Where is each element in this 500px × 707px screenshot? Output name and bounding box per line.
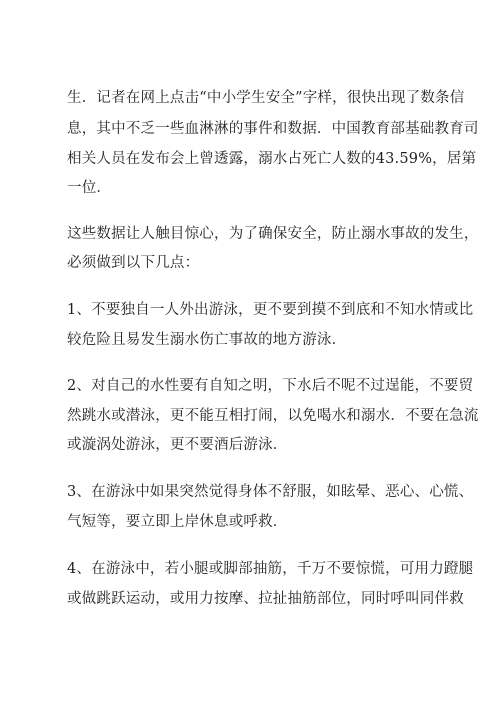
paragraph-3-line-2: 较危险且易发生溺水伤亡事故的地方游泳．: [67, 332, 347, 348]
paragraph-1-line-3: 相关人员在发布会上曾透露，溺水占死亡人数的43.59%，居第: [67, 151, 477, 167]
paragraph-4-line-3: 或漩涡处游泳，更不要酒后游泳．: [67, 437, 288, 453]
paragraph-2-line-1: 这些数据让人触目惊心，为了确保安全，防止溺水事故的发生，: [67, 226, 479, 242]
paragraph-6-line-1: 4、在游泳中，若小腿或脚部抽筋，千万不要惊慌，可用力蹬腿: [67, 561, 474, 577]
paragraph-5-line-2: 气短等，要立即上岸休息或呼救．: [67, 514, 288, 530]
paragraph-5-line-1: 3、在游泳中如果突然觉得身体不舒服，如眩晕、恶心、心慌、: [67, 484, 474, 500]
paragraph-1-line-4: 一位．: [67, 180, 112, 196]
paragraph-1-line-2: 息，其中不乏一些血淋淋的事件和数据．中国教育部基础教育司: [67, 121, 479, 137]
paragraph-4-line-2: 然跳水或潜泳，更不能互相打闹，以免喝水和溺水．不要在急流: [67, 408, 479, 424]
paragraph-4-line-1: 2、对自己的水性要有自知之明，下水后不呢不过逞能，不要贸: [67, 378, 474, 394]
paragraph-3-line-1: 1、不要独自一人外出游泳，更不要到摸不到底和不知水情或比: [67, 302, 474, 318]
paragraph-6-line-2: 或做跳跃运动，或用力按摩、拉扯抽筋部位，同时呼叫同伴救: [67, 591, 464, 607]
paragraph-1-line-1: 生．记者在网上点击“中小学生安全”字样，很快出现了数条信: [67, 90, 465, 106]
paragraph-2-line-2: 必须做到以下几点：: [67, 255, 200, 271]
